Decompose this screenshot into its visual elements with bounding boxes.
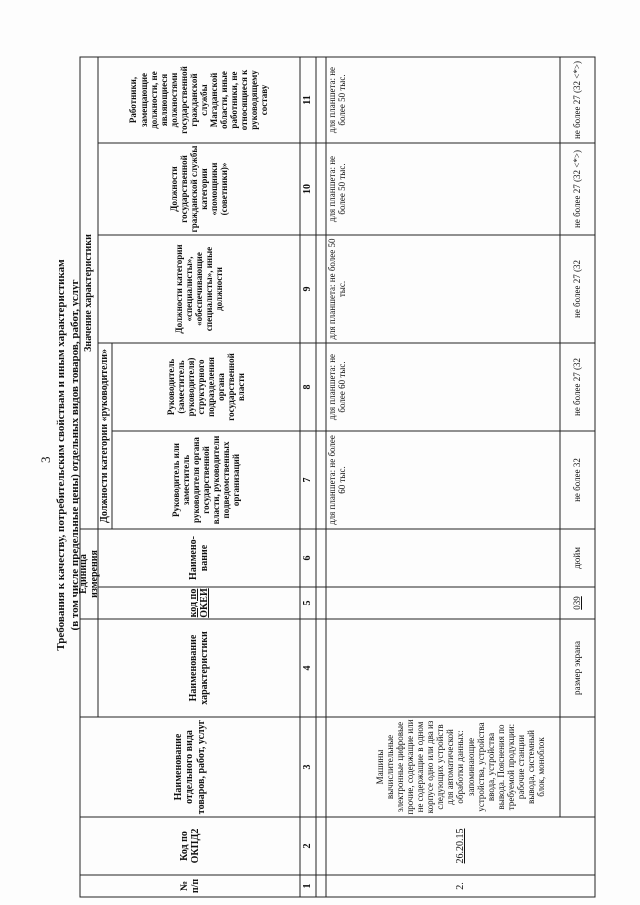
- header-col9: Должности категории «специалисты», «обеспечивающие специалисты», иные должности: [173, 244, 225, 334]
- column-number: 3: [302, 764, 314, 770]
- column-number: 8: [302, 384, 314, 390]
- header-okei-code: код по ОКЕИ: [187, 588, 210, 618]
- table-title: Требования к качеству, потребительским свойствам и иным характеристикам: [55, 259, 67, 651]
- column-number: 6: [302, 555, 314, 561]
- row-number: 2.: [454, 882, 466, 890]
- screen-col10: не более 27 (32 <*>): [572, 150, 583, 228]
- header-item-name: Наименование отдельного вида товаров, работ, услуг: [173, 719, 207, 815]
- screen-col9: не более 27 (32: [572, 260, 583, 318]
- header-col10: Должности государственной гражданской службы категории «помощники (советники)»: [168, 145, 230, 233]
- header-char-name: Наименование характеристики: [187, 631, 210, 705]
- price-col11: для планшета: не более 50 тыс.: [327, 66, 348, 134]
- header-col7: Руководитель или заместитель руководителя органа государственной власти, руководители подведомственных организаций: [170, 435, 242, 525]
- page-number: 3: [38, 456, 53, 463]
- screen-col11: не более 27 (32 <*>): [572, 61, 583, 139]
- header-col8: Руководитель (заместитель руководителя) структурного подразделения органа государственной власти: [165, 353, 247, 421]
- price-col10: для планшета: не более 50 тыс.: [327, 155, 348, 223]
- header-values-group: Значение характеристики: [83, 234, 95, 352]
- column-number: 2: [302, 843, 314, 849]
- header-managers-group: Должности категории «руководители»: [99, 349, 111, 523]
- screen-unit-name: дюйм: [572, 547, 583, 569]
- screen-char-name: размер экрана: [572, 641, 583, 695]
- column-number: 10: [302, 184, 314, 194]
- column-number: 9: [302, 286, 314, 292]
- screen-okei-code: 039: [572, 596, 583, 610]
- price-col7: для планшета: не более 60 тыс.: [327, 435, 348, 525]
- column-number: 4: [302, 665, 314, 671]
- rotated-table-sheet: [0, 5, 640, 905]
- row-okpd-code: 26.20.15: [454, 828, 466, 864]
- table-subtitle: (в том числе предельные цены) отдельных видов товаров, работ, услуг: [69, 279, 81, 631]
- column-number: 7: [302, 477, 314, 483]
- column-number: 5: [302, 600, 314, 606]
- column-number: 1: [302, 883, 314, 889]
- screen-col8: не более 27 (32: [572, 358, 583, 416]
- price-col8: для планшета: не более 60 тыс.: [327, 353, 348, 421]
- screen-col7: не более 32: [572, 458, 583, 502]
- header-okpd: Код по ОКПД2: [178, 828, 201, 864]
- price-col9: для планшета: не более 50 тыс.: [327, 238, 348, 340]
- row-item-name: Машины вычислительные электронные цифровые прочие, содержащие или не содержащие в одном корпусе одно или два из следующих устройств для автоматической обработки данных: запоминающие устройства, устройства ввода, устройства вывода. Пояснения по требуемой продукции: рабочие станции вывода, системный блок, моноблок: [374, 719, 547, 815]
- header-unit-name: Наимено-вание: [187, 536, 210, 580]
- header-unit-group: Единица измерения: [77, 550, 100, 598]
- header-col11: Работники, замещающие должности, не являющиеся должностями государственной гражданской службы Магаданской области, иные работники, не относящиеся к руководящему составу: [128, 66, 270, 134]
- header-num: № п/п: [178, 878, 201, 894]
- column-number: 11: [302, 95, 314, 105]
